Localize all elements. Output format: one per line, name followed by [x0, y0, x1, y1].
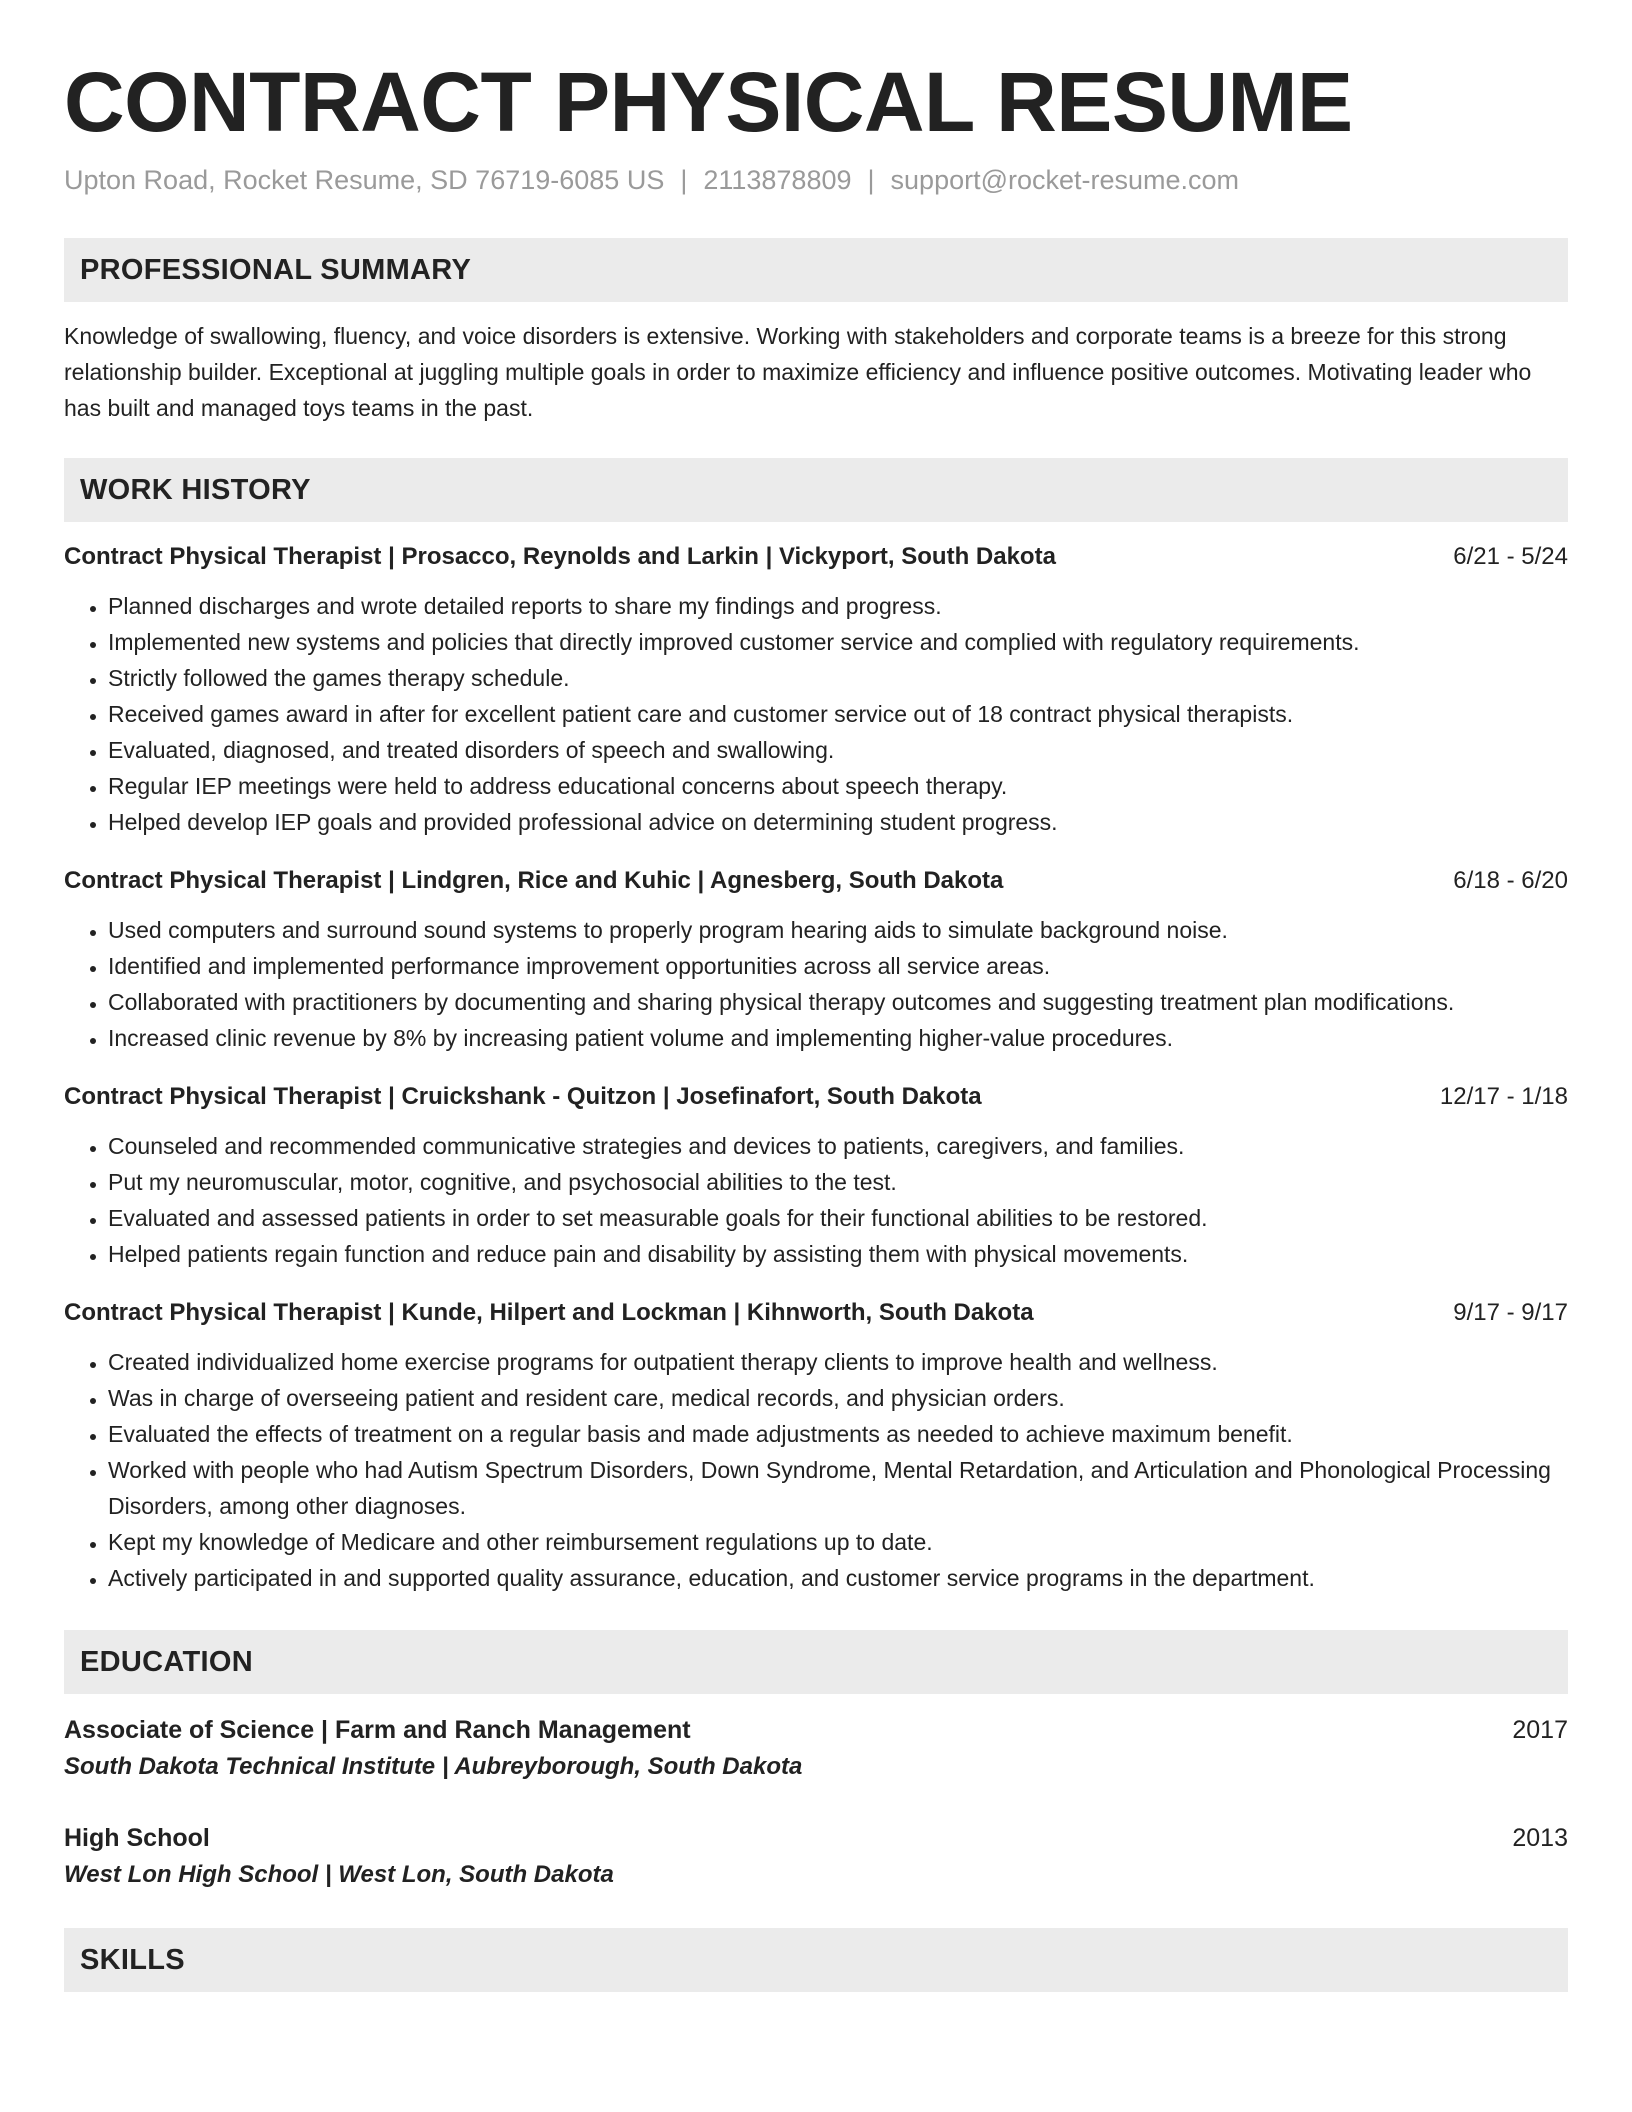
contact-email: support@rocket-resume.com	[890, 165, 1240, 195]
job-title: Contract Physical Therapist | Kunde, Hilpert and Lockman | Kihnworth, South Dakota	[64, 1299, 1034, 1326]
job-bullet: • Strictly followed the games therapy schedule.	[108, 660, 1568, 696]
job-bullet-list	[64, 1344, 1568, 1596]
education-row	[64, 1820, 1568, 1856]
job-title: Contract Physical Therapist | Cruickshank - Quitzon | Josefinafort, South Dakota	[64, 1083, 982, 1110]
education-entry	[64, 1712, 1568, 1786]
job-title: Contract Physical Therapist | Lindgren, Rice and Kuhic | Agnesberg, South Dakota	[64, 867, 1004, 894]
summary-text: Knowledge of swallowing, fluency, and voice disorders is extensive. Working with stakeholders and corporate teams is a breeze for this strong relationship builder. Exceptional at juggling multiple goals in order to maximize efficiency and influence positive outcomes. Motivating leader who has built and managed toys teams in the past.	[64, 323, 1532, 421]
job-title-row	[64, 540, 1568, 574]
job-bullet: • Evaluated, diagnosed, and treated disorders of speech and swallowing.	[108, 732, 1568, 768]
job-bullet: • Helped patients regain function and reduce pain and disability by assisting them with physical movements.	[108, 1236, 1568, 1272]
education-degree: Associate of Science | Farm and Ranch Management	[64, 1716, 691, 1744]
job-bullet-list	[64, 588, 1568, 840]
job-dates: 9/17 - 9/17	[1453, 1299, 1568, 1326]
job-title-row	[64, 864, 1568, 898]
education-school: South Dakota Technical Institute | Aubreyborough, South Dakota	[64, 1753, 803, 1780]
section-heading-work-history: WORK HISTORY	[64, 458, 1568, 522]
resume-name: CONTRACT PHYSICAL RESUME	[64, 55, 1353, 149]
education-year: 2017	[1512, 1716, 1568, 1744]
contact-separator: |	[867, 165, 875, 195]
contact-phone: 2113878809	[703, 165, 852, 195]
job-bullet: • Evaluated and assessed patients in order to set measurable goals for their functional abilities to be restored.	[108, 1200, 1568, 1236]
job-dates: 6/21 - 5/24	[1453, 543, 1568, 570]
education-school: West Lon High School | West Lon, South Dakota	[64, 1861, 614, 1888]
job-bullet: • Worked with people who had Autism Spectrum Disorders, Down Syndrome, Mental Retardation, and Articulation and Phonological Processing Disorders, among other diagnoses.	[108, 1452, 1568, 1524]
job-dates: 12/17 - 1/18	[1439, 1083, 1568, 1110]
job-bullet: • Evaluated the effects of treatment on a regular basis and made adjustments as needed to achieve maximum benefit.	[108, 1416, 1568, 1452]
contact-line	[64, 162, 1568, 198]
contact-address: Upton Road, Rocket Resume, SD 76719-6085 US	[64, 165, 665, 195]
education-degree: High School	[64, 1824, 210, 1852]
job-title-row	[64, 1080, 1568, 1114]
work-history-list	[64, 540, 1568, 1596]
section-heading-education: EDUCATION	[64, 1630, 1568, 1694]
job-bullet: • Implemented new systems and policies that directly improved customer service and complied with regulatory requirements.	[108, 624, 1568, 660]
job-entry	[64, 540, 1568, 840]
job-dates: 6/18 - 6/20	[1453, 867, 1568, 894]
job-title: Contract Physical Therapist | Prosacco, Reynolds and Larkin | Vickyport, South Dakota	[64, 543, 1056, 570]
job-bullet: • Was in charge of overseeing patient and resident care, medical records, and physician orders.	[108, 1380, 1568, 1416]
job-entry	[64, 1296, 1568, 1596]
job-bullet: • Kept my knowledge of Medicare and other reimbursement regulations up to date.	[108, 1524, 1568, 1560]
education-entry	[64, 1820, 1568, 1894]
job-entry	[64, 1080, 1568, 1272]
job-bullet: • Counseled and recommended communicative strategies and devices to patients, caregivers, and families.	[108, 1128, 1568, 1164]
job-bullet: • Identified and implemented performance improvement opportunities across all service areas.	[108, 948, 1568, 984]
job-bullet-list	[64, 912, 1568, 1056]
section-heading-summary: PROFESSIONAL SUMMARY	[64, 238, 1568, 302]
education-row	[64, 1712, 1568, 1748]
education-year: 2013	[1512, 1824, 1568, 1852]
section-heading-skills: SKILLS	[64, 1928, 1568, 1992]
job-bullet: • Received games award in after for excellent patient care and customer service out of 18 contract physical therapists.	[108, 696, 1568, 732]
job-bullet: • Created individualized home exercise programs for outpatient therapy clients to improve health and wellness.	[108, 1344, 1568, 1380]
education-list	[64, 1712, 1568, 1894]
job-entry	[64, 864, 1568, 1056]
job-title-row	[64, 1296, 1568, 1330]
job-bullet: • Regular IEP meetings were held to address educational concerns about speech therapy.	[108, 768, 1568, 804]
job-bullet: • Helped develop IEP goals and provided professional advice on determining student progress.	[108, 804, 1568, 840]
job-bullet: • Actively participated in and supported quality assurance, education, and customer service programs in the department.	[108, 1560, 1568, 1596]
job-bullet: • Put my neuromuscular, motor, cognitive, and psychosocial abilities to the test.	[108, 1164, 1568, 1200]
job-bullet: • Increased clinic revenue by 8% by increasing patient volume and implementing higher-value procedures.	[108, 1020, 1568, 1056]
job-bullet: • Collaborated with practitioners by documenting and sharing physical therapy outcomes and suggesting treatment plan modifications.	[108, 984, 1568, 1020]
contact-separator: |	[680, 165, 688, 195]
job-bullet: • Used computers and surround sound systems to properly program hearing aids to simulate background noise.	[108, 912, 1568, 948]
job-bullet-list	[64, 1128, 1568, 1272]
job-bullet: • Planned discharges and wrote detailed reports to share my findings and progress.	[108, 588, 1568, 624]
